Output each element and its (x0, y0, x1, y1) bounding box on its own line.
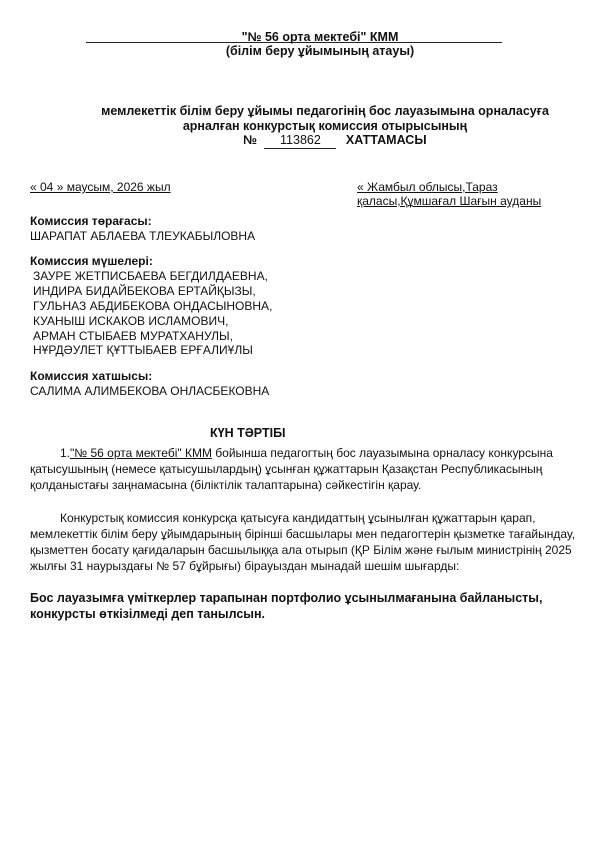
agenda-item-number: 1. (60, 446, 71, 460)
org-name: "№ 56 орта мектебі" КММ (241, 30, 399, 44)
chairman-name: ШАРАПАТ АБЛАЕВА ТЛЕУКАБЫЛОВНА (30, 229, 256, 243)
doc-type: ХАТТАМАСЫ (345, 133, 427, 147)
agenda-item (30, 445, 578, 493)
title-line-1: мемлекеттік білім беру ұйымы педагогінің бос лауазымына орналасуға (101, 104, 549, 118)
agenda-item-text: бойынша педагогтың бос лауазымына орналасу конкурсына қатысушының (немесе қатысушылардың) ұсынған құжаттарын Қазақстан Республикасының қолданыстағы заңнамасына (біліктілік талаптарына) сәйкестігін қарау. (30, 446, 553, 492)
secretary-name: САЛИМА АЛИМБЕКОВА ОНЛАСБЕКОВНА (30, 384, 270, 398)
agenda-heading: КҮН ТӘРТІБІ (210, 426, 286, 440)
chairman-label: Комиссия төрағасы: (30, 214, 152, 228)
member-name: НҰРДӘУЛЕТ ҚҰТТЫБАЕВ ЕРҒАЛИҰЛЫ (33, 343, 253, 357)
member-name: АРМАН СТЫБАЕВ МУРАТХАНУЛЫ, (33, 329, 233, 343)
member-name: ИНДИРА БИДАЙБЕКОВА ЕРТАЙҚЫЗЫ, (33, 284, 256, 298)
protocol-date: « 04 » маусым, 2026 жыл (30, 180, 171, 194)
org-caption: (білім беру ұйымының атауы) (225, 44, 415, 58)
protocol-number: 113862 (264, 132, 336, 149)
number-sign: № (243, 133, 257, 147)
members-label: Комиссия мүшелері: (30, 254, 153, 268)
place-line-2: қаласы,Құмшағал Шағын ауданы (357, 194, 542, 208)
decision-result: Бос лауазымға үміткерлер тарапынан портфолио ұсынылмағанына байланысты, конкурсты өткізілмеді деп танылсын. (30, 591, 543, 621)
member-name: КУАНЫШ ИСКАКОВ ИСЛАМОВИЧ, (33, 314, 229, 328)
title-number-row (243, 132, 427, 149)
decision-paragraph: Конкурстық комиссия конкурсқа қатысуға кандидаттың ұсынылған құжаттарын қарап, мемлекеттік білім беру ұйымдарының бірінші басшылары мен педагогтерін қызметке тағайындау, қызметтен босату қағидаларын басшылыққа ала отырып (ҚР Білім және ғылым министрінің 2025 жылғы 31 наурыздағы № 57 бұйрығы) бірауыздан мынадай шешім шығарды: (30, 511, 576, 573)
agenda-item-org: "№ 56 орта мектебі" КММ (70, 446, 212, 460)
title-line-2: арналған конкурстық комиссия отырысының (182, 119, 468, 133)
member-name: ГУЛЬНАЗ АБДИБЕКОВА ОНДАСЫНОВНА, (33, 299, 273, 313)
secretary-label: Комиссия хатшысы: (30, 369, 153, 383)
place-line-1: « Жамбыл облысы,Тараз (357, 180, 498, 194)
member-name: ЗАУРЕ ЖЕТПИСБАЕВА БЕГДИЛДАЕВНА, (33, 269, 268, 283)
